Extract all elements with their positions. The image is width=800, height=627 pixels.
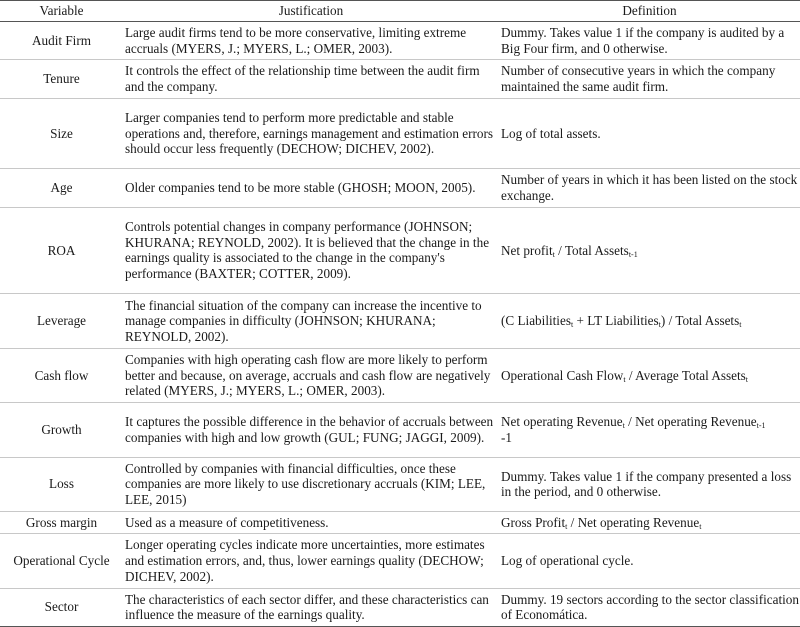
definition-cell [499,348,800,402]
justification-cell: Controlled by companies with financial difficulties, once these companies are more likely to use discretionary accruals (KIM; LEE, LEE, 2015) [123,457,499,511]
subscript: t [739,320,742,330]
definition-cell: Dummy. Takes value 1 if the company is audited by a Big Four firm, and 0 otherwise. [499,22,800,60]
subscript: t-1 [756,421,766,431]
row-audit-firm [0,22,800,60]
subscript: t [552,249,555,259]
definition-cell [499,207,800,294]
justification-cell: It captures the possible difference in the behavior of accruals between companies with high and low growth (GUL; FUNG; JAGGI, 2009). [123,403,499,457]
subscript: t [745,374,748,384]
row-gross-margin [0,511,800,533]
row-loss [0,457,800,511]
justification-cell: Used as a measure of competitiveness. [123,511,499,533]
row-operational-cycle [0,534,800,588]
row-growth [0,403,800,457]
variable-cell: Operational Cycle [0,534,123,588]
definition-cell [499,294,800,348]
justification-cell: Larger companies tend to perform more predictable and stable operations and, therefore, earnings management and estimation errors should occur less frequently (DECHOW; DICHEV, 2002). [123,98,499,169]
definition-cell: Log of total assets. [499,98,800,169]
definition-text: Net operating Revenue [501,414,623,430]
definition-cell: Number of years in which it has been listed on the stock exchange. [499,169,800,207]
justification-cell: Longer operating cycles indicate more uncertainties, more estimates and estimation errors, and, thus, lower earnings quality (DECHOW; DICHEV, 2002). [123,534,499,588]
subscript: t [623,374,626,384]
definition-text: / Net operating Revenue [624,414,757,430]
subscript: t [699,521,702,531]
subscript: t [570,320,574,330]
definition-cell [499,403,800,457]
definition-cell: Number of consecutive years in which the company maintained the same audit firm. [499,60,800,98]
row-tenure [0,60,800,98]
row-age [0,169,800,207]
row-sector [0,588,800,626]
definition-text: Gross Profit [501,514,566,530]
definition-text: / Total Assets [554,242,629,258]
justification-cell: Companies with high operating cash flow are more likely to perform better and because, on average, accruals and cash flow are negatively related (MYERS, J.; MYERS, L.; OMER, 2003). [123,348,499,402]
variable-cell: Leverage [0,294,123,348]
row-cash-flow [0,348,800,402]
subscript: t-1 [628,249,638,259]
justification-cell: It controls the effect of the relationship time between the audit firm and the company. [123,60,499,98]
variable-cell: Age [0,169,123,207]
definition-text: / Net operating Revenue [567,514,700,530]
variable-cell: ROA [0,207,123,294]
variable-cell: Growth [0,403,123,457]
row-roa [0,207,800,294]
justification-cell: Large audit firms tend to be more conservative, limiting extreme accruals (MYERS, J.; MYERS, L.; OMER, 2003). [123,22,499,60]
definition-text: Operational Cash Flow [501,367,624,383]
definition-text: ) / Total Assets [660,313,740,329]
subscript: t [658,320,661,330]
definition-text: + LT Liabilities [573,313,659,329]
definition-text: -1 [501,429,512,445]
variable-cell: Audit Firm [0,22,123,60]
variable-cell: Gross margin [0,511,123,533]
justification-cell: The financial situation of the company can increase the incentive to manage companies in difficulty (JOHNSON; KHURANA; REYNOLD, 2002). [123,294,499,348]
definition-text: / Average Total Assets [625,367,746,383]
justification-cell: Older companies tend to be more stable (GHOSH; MOON, 2005). [123,169,499,207]
subscript: t [565,521,568,531]
row-size [0,98,800,169]
variable-cell: Sector [0,588,123,626]
definition-text: Net profit [501,242,553,258]
header-variable: Variable [0,1,123,22]
definition-cell: Log of operational cycle. [499,534,800,588]
header-row [0,1,800,22]
row-leverage [0,294,800,348]
variable-cell: Tenure [0,60,123,98]
variable-cell: Cash flow [0,348,123,402]
definition-text: (C Liabilities [501,313,571,329]
definition-cell [499,511,800,533]
definition-cell: Dummy. 19 sectors according to the sector classification of Economática. [499,588,800,626]
justification-cell: Controls potential changes in company performance (JOHNSON; KHURANA; REYNOLD, 2002). It is believed that the change in the earnings quality is associated to the change in the company's performance (BAXTER; COTTER, 2009). [123,207,499,294]
header-definition: Definition [499,1,800,22]
definition-cell: Dummy. Takes value 1 if the company presented a loss in the period, and 0 otherwise. [499,457,800,511]
subscript: t [622,421,625,431]
header-justification: Justification [123,1,499,22]
justification-cell: The characteristics of each sector differ, and these characteristics can influence the measure of the earnings quality. [123,588,499,626]
variable-cell: Loss [0,457,123,511]
variable-cell: Size [0,98,123,169]
